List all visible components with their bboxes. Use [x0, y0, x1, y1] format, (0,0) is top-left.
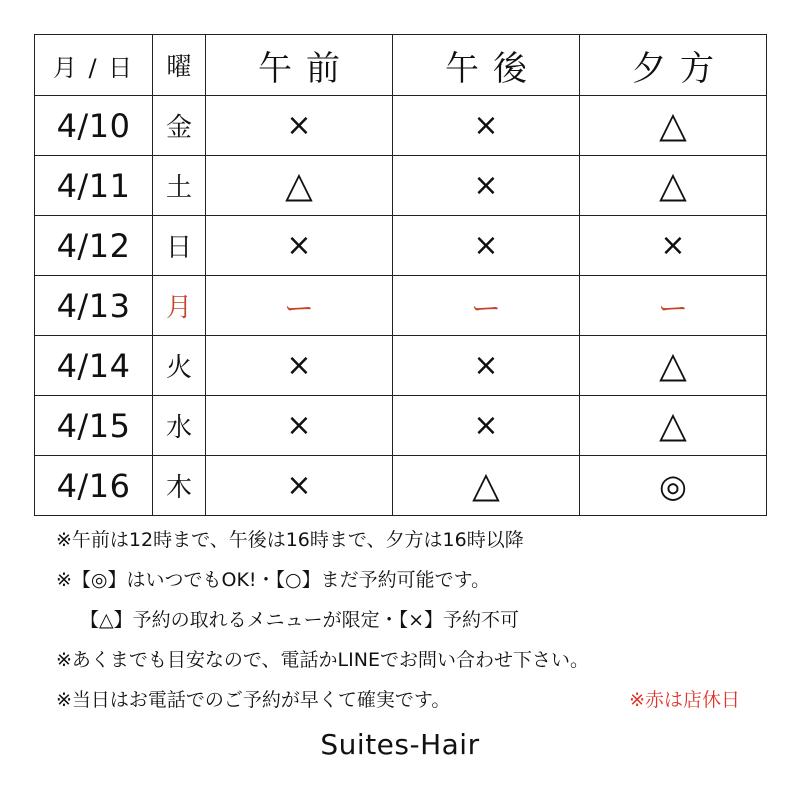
note-legend-availability: ※【◎】はいつでもOK!・【○】まだ予約可能です。: [56, 569, 491, 591]
table-row: [35, 276, 767, 336]
cell-date: 4/16: [35, 456, 153, 516]
cell-morning-status: ー: [206, 276, 393, 336]
cell-afternoon-status: △: [393, 456, 580, 516]
cell-morning-status: ×: [206, 336, 393, 396]
cell-day-of-week: 月: [153, 276, 206, 336]
cell-day-of-week: 火: [153, 336, 206, 396]
cell-day-of-week: 日: [153, 216, 206, 276]
note-same-day: [56, 680, 756, 720]
cell-afternoon-status: ×: [393, 336, 580, 396]
cell-morning-status: ×: [206, 396, 393, 456]
header-date: 月 / 日: [35, 35, 153, 96]
cell-date: 4/11: [35, 156, 153, 216]
note-closed-day: ※赤は店休日: [629, 689, 740, 711]
cell-morning-status: ×: [206, 216, 393, 276]
reservation-schedule-table: [34, 34, 767, 516]
cell-date: 4/12: [35, 216, 153, 276]
header-evening: 夕方: [580, 35, 767, 96]
cell-morning-status: △: [206, 156, 393, 216]
table-row: [35, 336, 767, 396]
note-contact: ※あくまでも目安なので、電話かLINEでお問い合わせ下さい。: [56, 649, 589, 671]
cell-evening-status: △: [580, 156, 767, 216]
shop-name: Suites-Hair: [320, 728, 480, 761]
header-morning: 午前: [206, 35, 393, 96]
cell-date: 4/10: [35, 96, 153, 156]
cell-evening-status: ー: [580, 276, 767, 336]
cell-day-of-week: 水: [153, 396, 206, 456]
cell-date: 4/15: [35, 396, 153, 456]
table-row: [35, 396, 767, 456]
note-legend-limited: 【△】予約の取れるメニューが限定・【×】予約不可: [80, 609, 520, 631]
cell-morning-status: ×: [206, 96, 393, 156]
cell-evening-status: ◎: [580, 456, 767, 516]
cell-afternoon-status: ー: [393, 276, 580, 336]
cell-day-of-week: 土: [153, 156, 206, 216]
header-day-of-week: 曜: [153, 35, 206, 96]
cell-morning-status: ×: [206, 456, 393, 516]
note-time-ranges: ※午前は12時まで、午後は16時まで、夕方は16時以降: [56, 529, 524, 551]
notes: [56, 520, 756, 720]
cell-evening-status: △: [580, 96, 767, 156]
table-row: [35, 216, 767, 276]
note-same-day-text: ※当日はお電話でのご予約が早くて確実です。: [56, 689, 451, 711]
cell-date: 4/13: [35, 276, 153, 336]
cell-evening-status: ×: [580, 216, 767, 276]
table-row: [35, 156, 767, 216]
schedule-body: [35, 96, 767, 516]
cell-date: 4/14: [35, 336, 153, 396]
table-header-row: [35, 35, 767, 96]
cell-day-of-week: 木: [153, 456, 206, 516]
table-row: [35, 456, 767, 516]
cell-evening-status: △: [580, 396, 767, 456]
cell-day-of-week: 金: [153, 96, 206, 156]
header-afternoon: 午後: [393, 35, 580, 96]
cell-afternoon-status: ×: [393, 156, 580, 216]
cell-evening-status: △: [580, 336, 767, 396]
cell-afternoon-status: ×: [393, 96, 580, 156]
table-row: [35, 96, 767, 156]
cell-afternoon-status: ×: [393, 216, 580, 276]
cell-afternoon-status: ×: [393, 396, 580, 456]
